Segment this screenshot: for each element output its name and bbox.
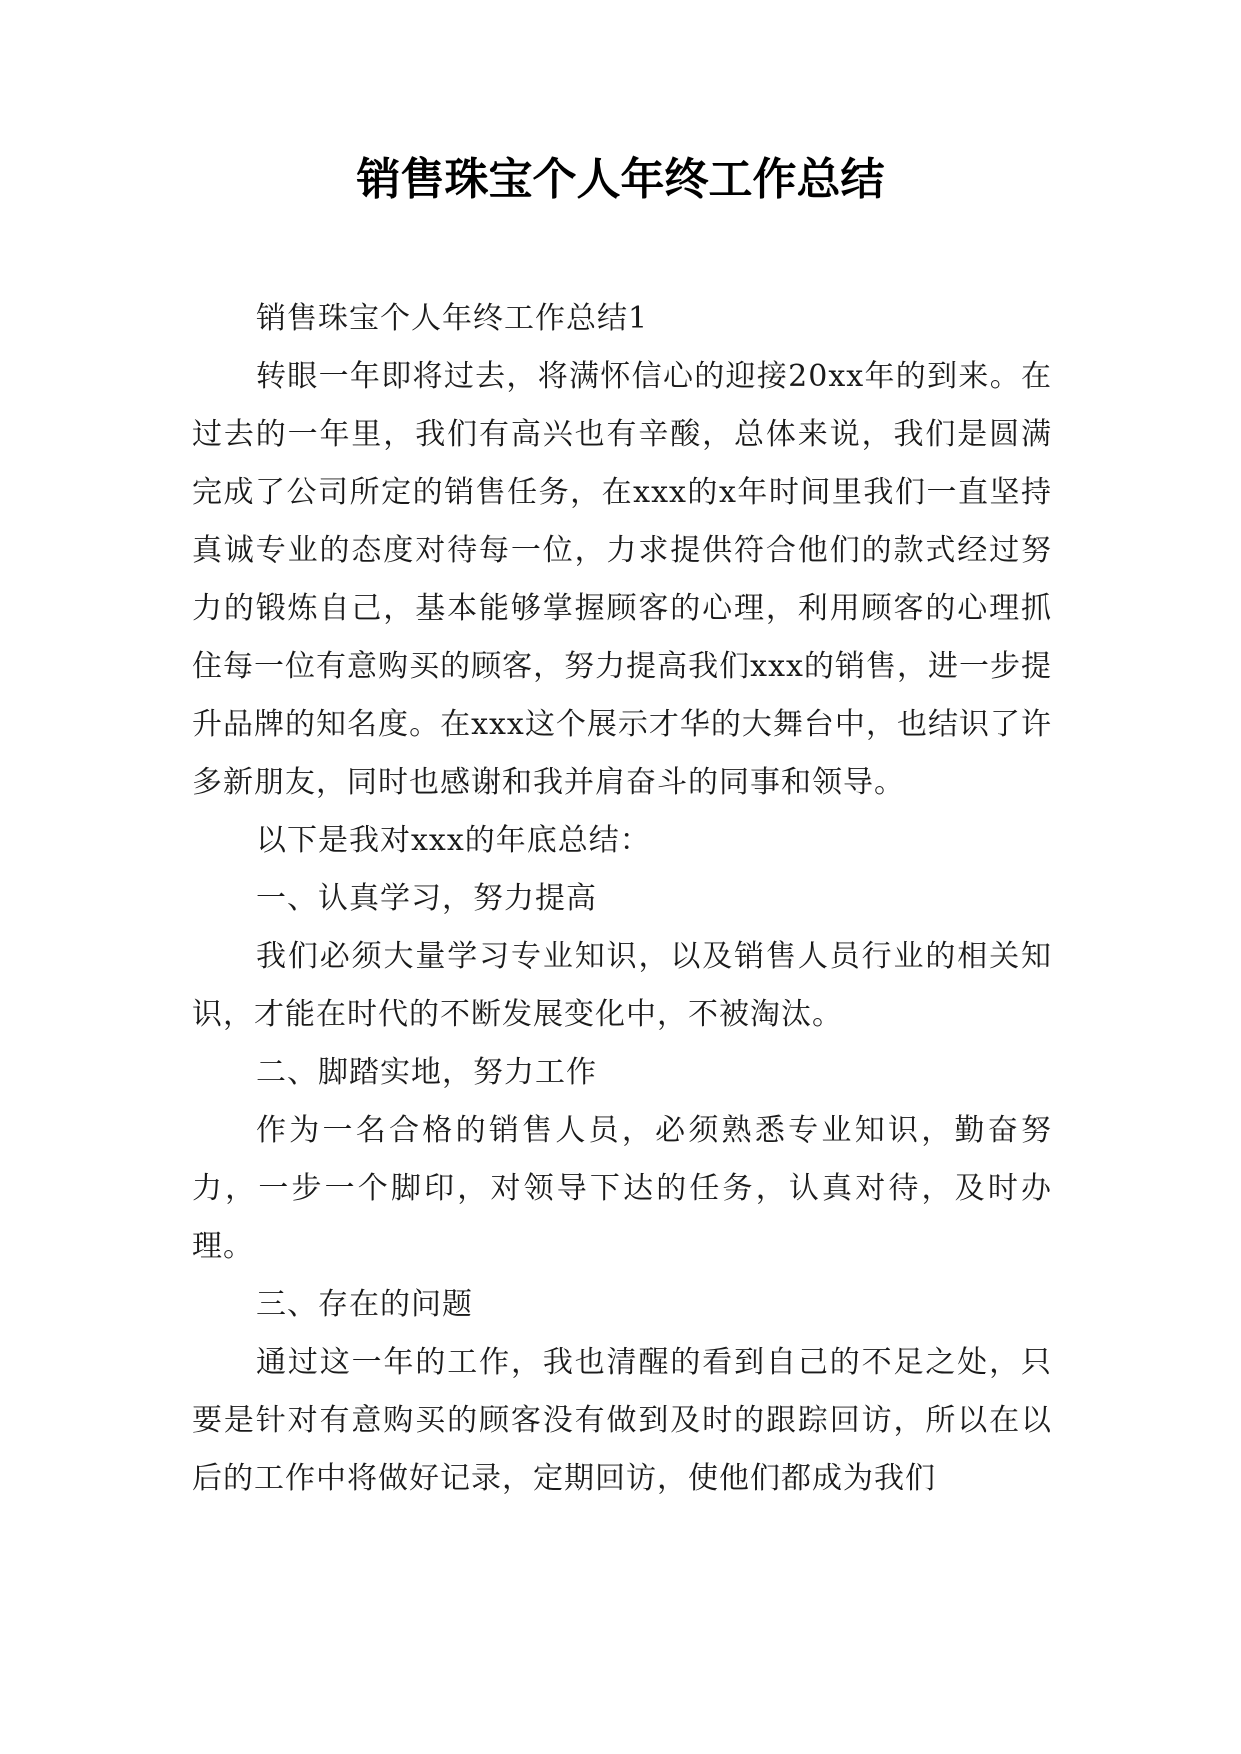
document-body: [192, 290, 1052, 1508]
paragraph-section-2: 作为一名合格的销售人员，必须熟悉专业知识，勤奋努力，一步一个脚印，对领导下达的任务，认真对待，及时办理。: [192, 1113, 1052, 1264]
section-heading-2: 二、脚踏实地，努力工作: [256, 1055, 597, 1090]
paragraph-intro: 转眼一年即将过去，将满怀信心的迎接20xx年的到来。在过去的一年里，我们有高兴也有辛酸，总体来说，我们是圆满完成了公司所定的销售任务，在xxx的x年时间里我们一直坚持真诚专业的态度对待每一位，力求提供符合他们的款式经过努力的锻炼自己，基本能够掌握顾客的心理，利用顾客的心理抓住每一位有意购买的顾客，努力提高我们xxx的销售，进一步提升品牌的知名度。在xxx这个展示才华的大舞台中，也结识了许多新朋友，同时也感谢和我并肩奋斗的同事和领导。: [192, 359, 1052, 800]
section-heading-1: 一、认真学习，努力提高: [256, 881, 597, 916]
paragraph-subtitle: 销售珠宝个人年终工作总结1: [256, 301, 649, 336]
section-heading-3: 三、存在的问题: [256, 1287, 473, 1322]
document-title: 销售珠宝个人年终工作总结: [356, 154, 885, 205]
paragraph-section-3: 通过这一年的工作，我也清醒的看到自己的不足之处，只要是针对有意购买的顾客没有做到及时的跟踪回访，所以在以后的工作中将做好记录，定期回访，使他们都成为我们: [192, 1345, 1052, 1496]
paragraph-summary-lead: 以下是我对xxx的年底总结：: [256, 823, 651, 858]
paragraph-section-1: 我们必须大量学习专业知识，以及销售人员行业的相关知识，才能在时代的不断发展变化中，不被淘汰。: [192, 939, 1052, 1032]
